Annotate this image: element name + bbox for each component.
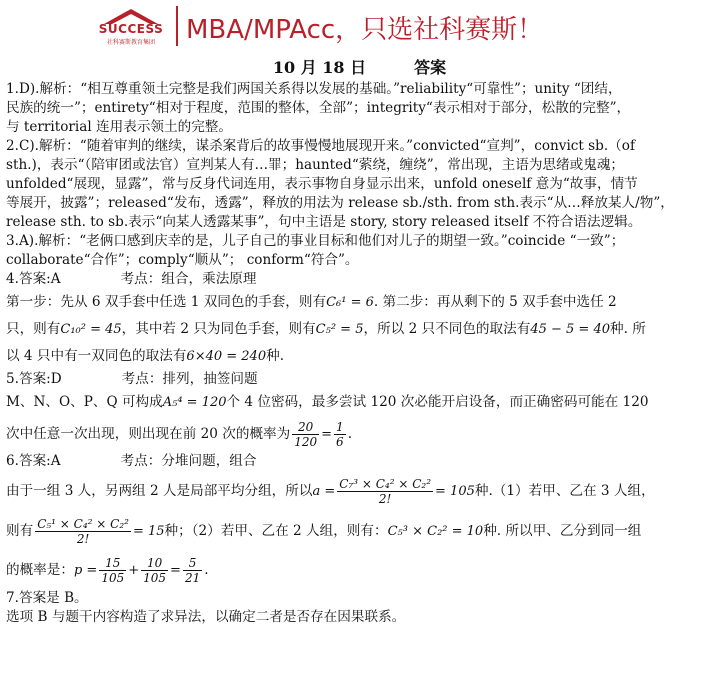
q6-text: 种. 所以甲、乙分到同一组 [483, 523, 642, 539]
fraction-denominator: 2! [76, 532, 90, 546]
q6-step-line [6, 551, 713, 589]
fraction-numerator: 15 [99, 556, 126, 571]
q6-fraction [99, 556, 126, 585]
q5-topic: 考点：排列，抽签问题 [121, 371, 258, 387]
q4-step-line [6, 289, 713, 316]
q4-text: ，其中若 2 只为同色手套，则有 [121, 321, 316, 337]
q6-text: . [204, 562, 209, 578]
q4-formula: C₁₀² = 45 [60, 322, 122, 337]
q4-formula: 6×40 = 240 [186, 349, 267, 364]
q5-answer: 5.答案:D [6, 371, 62, 387]
q6-text: 种；（2）若甲、乙在 2 人组，则有： [164, 523, 388, 539]
q6-fraction [337, 477, 433, 506]
q7-answer: 7.答案是 B。 [6, 590, 88, 606]
q4-answer: 4.答案:A [6, 271, 61, 287]
text-line: 3.A).解析：“老俩口感到庆幸的是，儿子自己的事业目标和他们对儿子的期望一致。”coincide “一致”； [6, 233, 625, 249]
equals-sign: = [321, 427, 333, 442]
brand-logo [92, 6, 170, 48]
text-line: release sth. to sb.表示“向某人透露某事”，句中主语是 story, story released itself 不符合语法逻辑。 [6, 214, 642, 230]
q6-fraction [35, 517, 131, 546]
fraction-numerator: C₇³ × C₄² × C₂² [339, 477, 432, 491]
text-line: 民族的统一”；entirety“相对于程度，范围的整体，全部”；integrity“表示相对于部分，松散的完整”， [6, 100, 631, 116]
q6-fraction [183, 556, 202, 585]
q4-text: 第一步：先从 6 双手套中任选 1 双同色的手套，则有 [6, 294, 327, 310]
q6-text: 由于一组 3 人，另两组 2 人是局部平均分组，所以 [6, 483, 313, 499]
q4-formula: C₆¹ = 6 [326, 295, 374, 310]
fraction-numerator: 5 [183, 556, 202, 571]
q5-fraction [292, 420, 319, 449]
q4-text: ，所以 2 只不同色的取法有 [363, 321, 531, 337]
q6-formula: = 15 [132, 524, 165, 539]
logo-subtitle: 社科赛斯教育集团 [106, 39, 155, 46]
fraction-numerator: 10 [141, 556, 168, 571]
q5-text: . [347, 426, 353, 442]
q7-text: 选项 B 与题干内容构造了求异法，以确定二者是否存在因果联系。 [6, 609, 406, 625]
q5-text: 次中任意一次出现，则出现在前 20 次的概率为 [6, 426, 291, 442]
q6-text: 则有 [6, 523, 34, 539]
text-line: 2.C).解析：“随着审判的继续，谋杀案背后的故事慢慢地展现开来。”convicted“宣判”，convict sb.（of [6, 138, 635, 154]
plus-sign: + [128, 563, 140, 578]
q5-answer-line [6, 370, 713, 389]
text-line: 等展开，披露”；released“发布，透露”，释放的用法为 release sb./sth. from sth.表示“从…释放某人/物”， [6, 195, 674, 211]
header-slogan: MBA/MPAcc，只选社科赛斯！ [186, 15, 544, 45]
q6-formula: = 105 [435, 484, 475, 499]
q5-text: M、N、O、P、Q 可构成 [6, 394, 163, 410]
fraction-denominator: 105 [101, 571, 125, 585]
q4-text: 种. 所 [609, 321, 646, 337]
text-line: collaborate“合作”；comply“顺从”； conform“符合”。 [6, 252, 359, 268]
fraction-denominator: 2! [378, 492, 392, 506]
q6-answer: 6.答案:A [6, 453, 61, 469]
fraction-denominator: 21 [184, 571, 201, 585]
title-label: 答案 [414, 58, 447, 77]
q4-formula: C₅² = 5 [315, 322, 364, 337]
q6-answer-line [6, 452, 713, 471]
fraction-numerator: C₅¹ × C₄² × C₂² [37, 517, 129, 531]
q5-text: 个 4 位密码，最多尝试 120 次必能开启设备，而正确密码可能在 120 [226, 394, 649, 410]
q4-text: 种. [266, 348, 285, 364]
q6-step-line [6, 471, 713, 511]
fraction-denominator: 6 [336, 435, 344, 449]
q4-answer-line [6, 270, 713, 289]
q4-step-line [6, 343, 713, 370]
q6-text: 种.（1）若甲、乙在 3 人组， [474, 483, 655, 499]
q6-step-line [6, 511, 713, 551]
text-line: sth.)，表示“（陪审团或法官）宣判某人有…罪；haunted“萦绕，缠绕”，常出现，主语为思绪或鬼魂； [6, 157, 625, 173]
q6-formula: p = [73, 563, 98, 578]
q4-formula: 45 − 5 = 40 [530, 322, 610, 337]
q4-text: 只，则有 [6, 321, 61, 337]
header-divider [176, 6, 178, 46]
text-line: 1.D).解析：“相互尊重领土完整是我们两国关系得以发展的基础。”reliability“可靠性”；unity “团结， [6, 81, 622, 97]
q4-step-line [6, 316, 713, 343]
fraction-denominator: 105 [143, 571, 167, 585]
q5-fraction [334, 420, 346, 449]
logo-wordmark: SUCCESS [98, 22, 164, 36]
q6-text: 的概率是： [6, 562, 74, 578]
q5-step-line [6, 416, 713, 452]
q4-topic: 考点：组合，乘法原理 [120, 271, 257, 287]
fraction-denominator: 120 [294, 435, 318, 449]
text-line: unfolded“展现，显露”，常与反身代词连用，表示事物自身显示出来，unfold oneself 意为“故事，情节 [6, 176, 638, 192]
answer-content [6, 80, 713, 627]
q5-formula: A₅⁴ = 120 [162, 395, 227, 410]
q6-fraction [141, 556, 168, 585]
text-line: 与 territorial 连用表示领土的完整。 [6, 119, 232, 135]
brand-header [0, 0, 719, 52]
equals-sign: = [170, 563, 181, 578]
q5-step-line [6, 389, 713, 416]
q6-formula: a = [312, 484, 336, 499]
q4-text: . 第二步：再从剩下的 5 双手套中选任 2 [373, 294, 617, 310]
q4-text: 以 4 只中有一双同色的取法有 [6, 348, 187, 364]
fraction-numerator: 1 [336, 420, 344, 434]
page-title [0, 55, 719, 78]
title-date: 10 月 18 日 [272, 58, 367, 77]
q6-formula: C₅³ × C₂² = 10 [387, 524, 484, 539]
fraction-numerator: 20 [292, 420, 319, 435]
q6-topic: 考点：分堆问题，组合 [120, 453, 257, 469]
